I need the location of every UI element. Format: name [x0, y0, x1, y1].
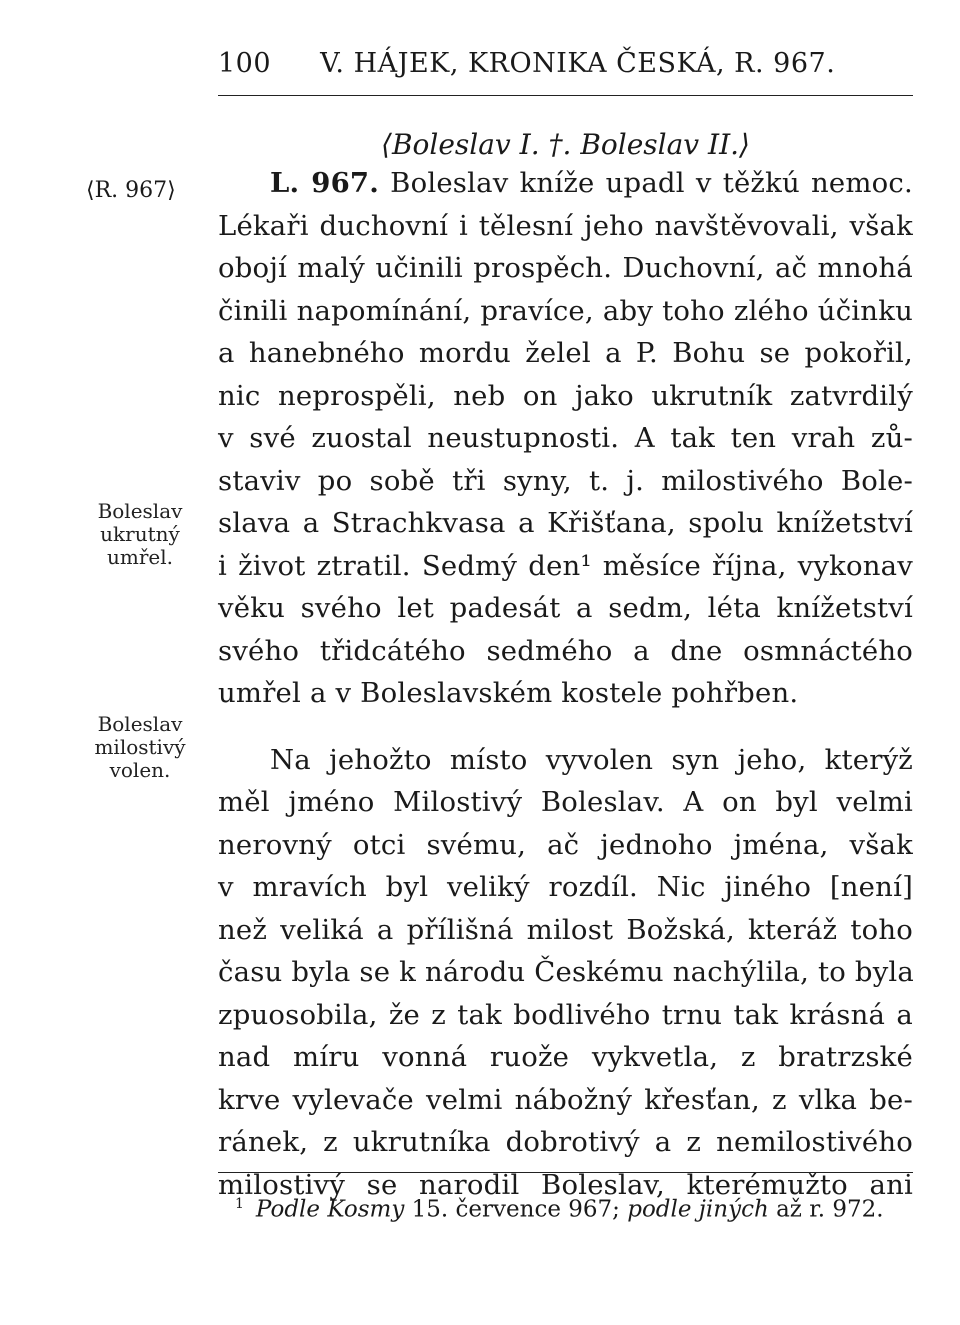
text-line: i život ztratil. Sedmý den¹ měsíce října, vykonav — [218, 549, 913, 582]
year-siglum: L. 967. — [270, 167, 380, 199]
text-line: nad míru vonná ruože vykvetla, z bratrzské — [218, 1041, 913, 1073]
text-line: měl jméno Milostivý Boleslav. A on byl velmi — [218, 786, 913, 818]
margin-note-milostivy — [60, 713, 220, 782]
footnote-alt-source: podle jiných — [627, 1196, 769, 1223]
page-number: 100 — [218, 48, 272, 79]
paragraph-2 — [218, 739, 913, 1207]
footnote-date: 15. července 967; — [411, 1196, 620, 1223]
text-line: v své zuostal neustupnosti. A tak ten vrah zů- — [218, 422, 913, 454]
text-line: věku svého let padesát a sedm, léta knížetství — [218, 592, 913, 624]
footnote-source: Podle Kosmy — [255, 1196, 405, 1223]
margin-note-line: umřel. — [107, 545, 173, 569]
text-line: obojí malý učinili prospěch. Duchovní, ač mnohá — [218, 252, 913, 284]
body-text — [218, 162, 913, 1206]
text-line: milostivý se narodil Boleslav, kterémužto ani — [218, 1168, 913, 1201]
text-line: nic neprospěli, neb on jako ukrutník zatvrdilý — [218, 379, 913, 412]
text-line-content: Boleslav kníže upadl v těžkú nemoc. — [390, 167, 913, 199]
text-line: Lékaři duchovní i tělesní jeho navštěvovali, však — [218, 209, 913, 242]
margin-note-line: Boleslav — [97, 499, 183, 523]
text-line: Na jehožto místo vyvolen syn jeho, kterýž — [270, 743, 913, 776]
text-line: ránek, z ukrutníka dobrotivý a z nemilostivého — [218, 1126, 913, 1158]
header-rule — [218, 95, 913, 96]
text-line: činili napomínání, pravíce, aby toho zlého účinku — [218, 294, 913, 327]
footnote-marker: 1 — [235, 1196, 244, 1212]
footnote — [235, 1196, 915, 1223]
paragraph-1 — [218, 162, 913, 715]
text-line: krve vylevače velmi nábožný křesťan, z vlka be- — [218, 1083, 913, 1116]
text-line: než veliká a přílišná milost Božská, kteráž toho — [218, 913, 913, 946]
footnote-rule — [218, 1172, 913, 1173]
margin-year: ⟨R. 967⟩ — [86, 178, 176, 203]
margin-note-ukrutny — [60, 500, 220, 569]
margin-note-line: Boleslav — [97, 712, 183, 736]
margin-note-line: ukrutný — [100, 522, 180, 546]
text-line: svého třidcátého sedmého a dne osmnáctého — [218, 634, 913, 667]
text-line: a hanebného mordu želel a P. Bohu se pokořil, — [218, 337, 913, 369]
margin-note-line: milostivý — [94, 735, 186, 759]
text-line: nerovný otci svému, ač jednoho jména, však — [218, 828, 913, 861]
margin-note-line: volen. — [109, 758, 171, 782]
text-line: zpuosobila, že z tak bodlivého trnu tak krásná a — [218, 998, 913, 1031]
section-title: ⟨Boleslav I. †. Boleslav II.⟩ — [381, 128, 750, 161]
paragraph-gap — [218, 715, 913, 739]
text-line: umřel a v Boleslavském kostele pohřben. — [218, 677, 799, 709]
text-line: slava a Strachkvasa a Křišťana, spolu knížetství — [218, 507, 913, 539]
text-line: času byla se k národu Českému nachýlila, to byla — [218, 956, 915, 988]
text-line — [218, 162, 913, 205]
footnote-alt-date: až r. 972. — [776, 1196, 884, 1223]
text-line: v mravích byl veliký rozdíl. Nic jiného [není] — [218, 871, 913, 903]
text-line: staviv po sobě tři syny, t. j. milostivého Bole- — [218, 464, 913, 497]
running-title: V. HÁJEK, KRONIKA ČESKÁ, R. 967. — [320, 48, 836, 79]
running-head — [218, 48, 913, 79]
